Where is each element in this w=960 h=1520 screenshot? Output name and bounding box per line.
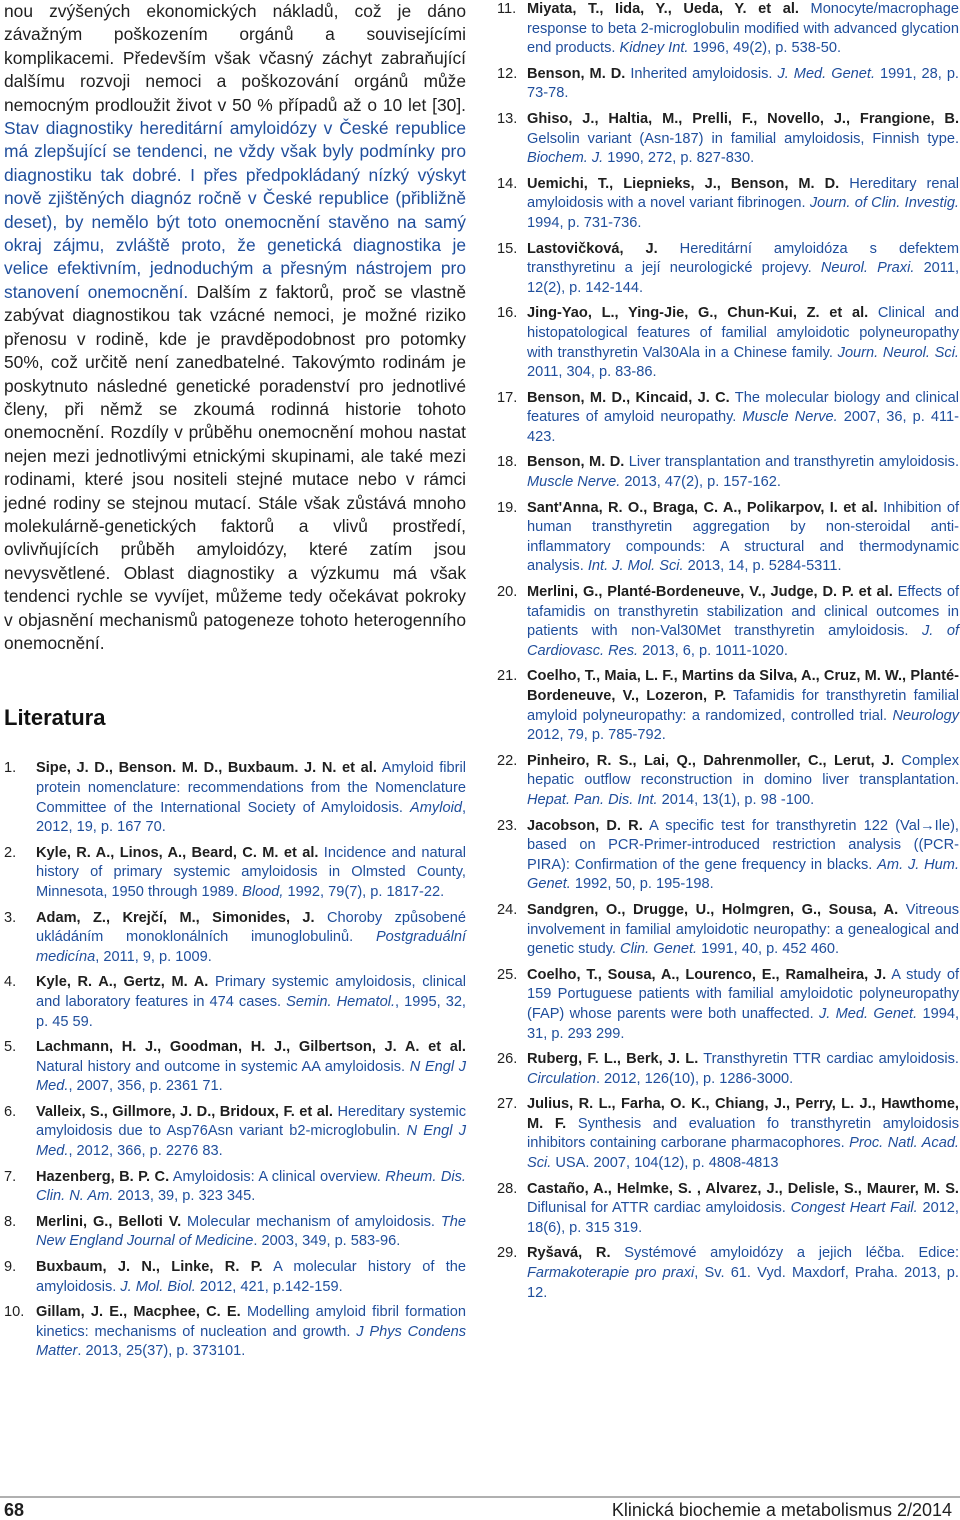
reference-journal: Hepat. Pan. Dis. Int.	[527, 791, 658, 808]
reference-title: Hereditary systemic amyloidosis due to Asp76Asn variant b2-microglobulin.	[36, 1103, 466, 1140]
journal-footer: Klinická biochemie a metabolismus 2/2014	[611, 1500, 952, 1520]
reference-authors: Jacobson, D. R.	[527, 817, 643, 834]
reference-item	[4, 1213, 466, 1252]
reference-details: 2011, 304, p. 83-86.	[527, 364, 657, 381]
body-text-segment: Dalším z faktorů, proč se vlastně zabývat diagnostikou tak vzácné nemoci, je možné riziko přenosu v rodině, kde je pravděpodobnost pro potomky 50%, což určitě není zanedbatelné.	[4, 281, 466, 373]
reference-details: 1996, 49(2), p. 538-50.	[688, 40, 841, 57]
reference-journal: N Engl J Med.	[36, 1058, 466, 1095]
body-text-segment: Rozdíly v průběhu onemocnění mohou nastat nejen mezi jednotlivými etnickými skupinami, ale také mezi rodinami, které jsou nositeli stejné mutace nebo v rámci jedné rodiny se stejnou mutací.	[4, 422, 466, 513]
reference-authors: Ryšavá, R.	[527, 1245, 611, 1262]
reference-number: 3.	[4, 909, 17, 926]
reference-number: 25.	[497, 966, 518, 983]
reference-authors: Uemichi, T., Liepnieks, J., Benson, M. D.	[527, 175, 840, 192]
reference-journal: J. Mol. Biol.	[120, 1278, 196, 1295]
reference-authors: Coelho, T., Sousa, A., Lourenco, E., Ramalheira, J.	[527, 966, 887, 983]
reference-details: 1994, 31, p. 293 299.	[527, 1005, 959, 1042]
body-text-segment: Oblast diagnostiky a výzkumu má však tendenci rychle se vyvíjet, můžeme tedy očekávat pokroky v objasnění mechanismů patogeneze tohoto heterogenního onemocnění.	[4, 562, 467, 653]
reference-authors: Buxbaum, J. N., Linke, R. P.	[36, 1259, 263, 1276]
body-text-segment: nou zvýšených ekonomických nákladů, což je dáno závažným poškozením orgánů a souvisejícími komplikacemi. Především však včasný záchyt zabraňující dalšímu rozvoji nemoci a poškozování orgánů může nemocným prodloužit život v 50 % případů až o 10 let [30].	[4, 1, 466, 115]
left-column	[4, 0, 466, 1368]
reference-title: Monocyte/macrophage response to beta 2-microglobulin modified with advanced glycation end products.	[527, 1, 959, 57]
reference-journal: Farmakoterapie pro praxi	[527, 1265, 695, 1282]
reference-details: , 2012, 19, p. 167 70.	[36, 799, 466, 836]
reference-title: Natural history and outcome in systemic AA amyloidosis.	[36, 1058, 410, 1075]
reference-authors: Ghiso, J., Haltia, M., Prelli, F., Novello, J., Frangione, B.	[527, 110, 959, 127]
reference-item	[497, 966, 959, 1044]
reference-title: Transthyretin TTR cardiac amyloidosis.	[698, 1051, 959, 1068]
reference-item	[4, 1303, 466, 1362]
reference-details: 1991, 28, p. 73-78.	[527, 65, 959, 102]
reference-journal: Proc. Natl. Acad. Sci.	[527, 1135, 959, 1172]
reference-journal: J. Med. Genet.	[818, 1005, 918, 1022]
reference-authors: Ruberg, F. L., Berk, J. L.	[527, 1051, 699, 1068]
reference-authors: Miyata, T., Iida, Y., Ueda, Y. et al.	[527, 1, 799, 17]
reference-details: 2013, 39, p. 323 345.	[113, 1188, 256, 1205]
reference-journal: J. Med. Genet.	[777, 65, 876, 82]
reference-title: Clinical and histopatological features of familial amyloidotic polyneuropathy with transthyretin Val30Ala in a Chinese family.	[527, 305, 959, 361]
reference-details: , 2012, 366, p. 2276 83.	[68, 1143, 223, 1160]
reference-title: Diflunisal for ATTR cardiac amyloidosis.	[527, 1200, 791, 1217]
footer-divider	[0, 1496, 960, 1498]
reference-journal: Int. J. Mol. Sci.	[587, 558, 684, 575]
reference-authors: Kyle, R. A., Linos, A., Beard, C. M. et al.	[36, 844, 319, 861]
reference-title: Tafamidis for transthyretin familial amyloid polyneuropathy: a randomized, controlled trial.	[527, 688, 959, 724]
reference-number: 6.	[4, 1103, 17, 1120]
reference-item	[497, 0, 959, 59]
reference-item	[497, 1095, 959, 1173]
body-text-segment: Stav diagnostiky hereditární amyloidózy v České republice má zlepšující se tendenci, ne vždy však byly podmínky pro diagnostiku tak dobré.	[4, 118, 466, 185]
reference-title: Incidence and natural history of primary systemic amyloidosis in Olmsted County, Minnesota, 1950 through 1989.	[36, 844, 466, 900]
reference-number: 4.	[4, 974, 17, 991]
reference-details: . 2003, 349, p. 583-96.	[253, 1233, 401, 1250]
reference-authors: Coelho, T., Maia, L. F., Martins da Silva, A., Cruz, M. W., Planté-Bordeneuve, V., Lozeron, P.	[527, 668, 959, 704]
reference-number: 27.	[497, 1096, 518, 1113]
reference-item	[497, 240, 959, 299]
right-column	[497, 0, 959, 1309]
reference-title: Modelling amyloid fibril formation kinetics: mechanisms of nucleation and growth.	[36, 1304, 467, 1340]
reference-title: Vitreous involvement in familial amyloidotic neuropathy: a genealogical and genetic study.	[527, 901, 960, 958]
reference-journal: Biochem. J.	[527, 150, 604, 167]
reference-journal: The New England Journal of Medicine	[36, 1213, 466, 1250]
reference-details: 2012, 79, p. 785-792.	[527, 727, 666, 744]
reference-number: 20.	[497, 584, 518, 601]
reference-authors: Merlini, G., Belloti V.	[36, 1213, 182, 1230]
reference-item	[4, 1038, 466, 1097]
reference-item	[497, 453, 959, 492]
reference-details: 2012, 18(6), p. 315 319.	[527, 1200, 959, 1236]
reference-details: 1992, 79(7), p. 1817-22.	[283, 883, 445, 900]
reference-journal: Journ. Neurol. Sci.	[837, 344, 959, 361]
reference-journal: Amyloid	[410, 799, 462, 816]
reference-item	[497, 499, 959, 577]
reference-details: . 2013, 25(37), p. 373101.	[77, 1343, 246, 1360]
reference-details: 2014, 13(1), p. 98 -100.	[657, 791, 815, 808]
reference-title: Complex hepatic outflow reconstruction in domino liver transplantation.	[527, 752, 959, 789]
reference-journal: Neurology	[892, 707, 959, 724]
reference-authors: Hazenberg, B. P. C.	[36, 1168, 170, 1185]
reference-journal: J. of Cardiovasc. Res.	[527, 623, 959, 659]
reference-number: 19.	[497, 499, 518, 516]
reference-title: Liver transplantation and transthyretin amyloidosis.	[624, 454, 960, 471]
reference-details: 2012, 421, p.142-159.	[195, 1278, 343, 1295]
reference-number: 22.	[497, 752, 518, 769]
reference-authors: Lachmann, H. J., Goodman, H. J., Gilbertson, J. A. et al.	[36, 1039, 466, 1056]
reference-number: 2.	[4, 844, 17, 861]
reference-title: Amyloid fibril protein nomenclature: recommendations from the Nomenclature Committee of the International Society of Amyloidosis.	[36, 760, 466, 816]
reference-title: A specific test for transthyretin 122 (Val→Ile), based on PCR-Primer-introduced restriction analysis ((PCR-PIRA): Confirmation of the gene frequency in blacks.	[527, 817, 959, 873]
reference-item	[497, 304, 959, 382]
reference-number: 24.	[497, 901, 518, 918]
reference-item	[497, 817, 959, 895]
reference-details: , 1995, 32, p. 45 59.	[36, 993, 466, 1030]
reference-authors: Adam, Z., Krejčí, M., Simonides, J.	[36, 909, 315, 926]
reference-details: 1994, p. 731-736.	[527, 214, 642, 231]
reference-journal: Blood,	[242, 883, 284, 900]
reference-item	[497, 583, 959, 661]
reference-item	[497, 110, 959, 169]
reference-number: 7.	[4, 1168, 17, 1185]
reference-number: 16.	[497, 305, 518, 322]
reference-authors: Merlini, G., Planté-Bordeneuve, V., Judge, D. P. et al.	[527, 584, 893, 601]
reference-title: Inherited amyloidosis.	[625, 65, 778, 82]
reference-details: 2013, 6, p. 1011-1020.	[638, 642, 788, 659]
reference-authors: Benson, M. D., Kincaid, J. C.	[527, 389, 730, 406]
reference-item	[497, 1050, 959, 1089]
reference-authors: Sandgren, O., Drugge, U., Holmgren, G., Sousa, A.	[527, 901, 899, 918]
reference-item	[4, 1168, 466, 1207]
reference-authors: Julius, R. L., Farha, O. K., Chiang, J., Perry, L. J., Hawthome, M. F.	[527, 1096, 959, 1132]
reference-authors: Benson, M. D.	[527, 454, 625, 471]
literature-heading: Literatura	[4, 705, 106, 731]
reference-journal: Muscle Nerve.	[527, 474, 621, 491]
reference-journal: Semin. Hematol.	[286, 993, 396, 1010]
reference-item	[497, 667, 959, 745]
reference-number: 28.	[497, 1180, 518, 1197]
reference-authors: Kyle, R. A., Gertz, M. A.	[36, 974, 209, 991]
reference-journal: Kidney Int.	[619, 40, 689, 57]
reference-details: 2013, 47(2), p. 157-162.	[620, 474, 781, 491]
reference-details: 1992, 50, p. 195-198.	[570, 876, 714, 893]
reference-authors: Sant'Anna, R. O., Braga, C. A., Polikarpov, I. et al.	[527, 499, 878, 516]
reference-item	[497, 389, 959, 448]
reference-title: Hereditary renal amyloidosis with a novel variant fibrinogen.	[527, 175, 959, 212]
reference-authors: Sipe, J. D., Benson. M. D., Buxbaum. J. N. et al.	[36, 760, 377, 777]
reference-title: Synthesis and evaluation fo transthyretin amyloidosis inhibitors containing carborane pharmacophores.	[527, 1115, 959, 1152]
reference-title: Effects of tafamidis on transthyretin stabilization and clinical outcomes in patients with non-Val30Met transthyretin amyloidosis.	[527, 584, 959, 640]
reference-details: 2011, 12(2), p. 142-144.	[527, 260, 960, 296]
reference-journal: Congest Heart Fail.	[790, 1200, 918, 1217]
reference-title: Inhibition of human transthyretin aggregation by non-steroidal anti-inflammatory compounds: A structural and thermodynamic analysis.	[527, 499, 959, 575]
reference-item	[497, 752, 959, 811]
reference-number: 5.	[4, 1039, 17, 1056]
reference-item	[497, 65, 959, 104]
reference-item	[4, 1103, 466, 1162]
reference-number: 13.	[497, 110, 518, 127]
reference-authors: Benson, M. D.	[527, 65, 626, 82]
reference-authors: Lastovičková, J.	[527, 240, 658, 257]
reference-number: 18.	[497, 454, 518, 471]
reference-title: Amyloidosis: A clinical overview.	[169, 1168, 386, 1185]
reference-title: The molecular biology and clinical features of amyloid neuropathy.	[527, 389, 960, 426]
reference-number: 23.	[497, 817, 518, 834]
reference-authors: Valleix, S., Gillmore, J. D., Bridoux, F. et al.	[36, 1103, 333, 1120]
reference-details: , 2007, 356, p. 2361 71.	[68, 1078, 223, 1095]
reference-title: Gelsolin variant (Asn-187) in familial amyloidosis, Finnish type.	[527, 130, 959, 147]
reference-number: 14.	[497, 175, 518, 192]
reference-item	[4, 973, 466, 1032]
reference-number: 9.	[4, 1259, 17, 1276]
body-text-segment: I přes předpokládaný nízký výskyt nově zjištěných diagnóz ročně v České republice (přibližně deset), by nemělo být toto onemocnění stavěno na samý okraj zájmu, zvláště proto, že genetická diagnostika je velice efektivním, jednoduchým a přesným nástrojem pro stanovení onemocnění.	[4, 164, 466, 302]
reference-details: , 2011, 9, p. 1009.	[95, 948, 212, 965]
reference-number: 1.	[4, 760, 17, 777]
reference-journal: N Engl J Med.	[36, 1123, 466, 1160]
reference-item	[497, 1180, 959, 1239]
reference-item	[497, 901, 959, 960]
body-text-segment: Stále však zůstává mnoho molekulárně-genetických faktorů a vlivů prostředí, ovlivňujících průběh amyloidózy, které zatím jsou nevysvětlené.	[4, 492, 466, 583]
page-number: 68	[4, 1500, 25, 1520]
reference-number: 17.	[497, 389, 518, 406]
reference-title: Choroby způsobené ukládáním monoklonálních imunoglobulinů.	[36, 909, 466, 946]
reference-details: 1990, 272, p. 827-830.	[603, 150, 755, 167]
reference-number: 21.	[497, 668, 518, 685]
reference-journal: Muscle Nerve.	[742, 409, 838, 426]
reference-details: 1991, 40, p. 452 460.	[697, 941, 840, 958]
reference-authors: Pinheiro, R. S., Lai, Q., Dahrenmoller, C., Lerut, J.	[527, 752, 895, 769]
reference-item	[4, 759, 466, 837]
reference-authors: Castaño, A., Helmke, S. , Alvarez, J., Delisle, S., Maurer, M. S.	[527, 1180, 959, 1197]
reference-number: 11.	[497, 1, 517, 17]
reference-details: . 2012, 126(10), p. 1286-3000.	[595, 1070, 794, 1087]
reference-item	[4, 844, 466, 903]
reference-details: USA. 2007, 104(12), p. 4808-4813	[551, 1155, 779, 1172]
reference-details: 2013, 14, p. 5284-5311.	[683, 558, 842, 575]
reference-title: Systémové amyloidózy a jejich léčba. Edice:	[610, 1245, 959, 1262]
body-text-segment: Takovýmto rodinám je poskytnuto následné genetické poradenství pro jednotlivé členy, při němž se zkoumá rodinná historie tohoto onemocnění.	[4, 352, 466, 443]
reference-number: 8.	[4, 1213, 17, 1230]
reference-authors: Jing-Yao, L., Ying-Jie, G., Chun-Kui, Z. et al.	[527, 305, 869, 322]
reference-item	[497, 1244, 959, 1303]
reference-authors: Gillam, J. E., Macphee, C. E.	[36, 1304, 241, 1321]
reference-list-left	[4, 759, 466, 1362]
reference-number: 26.	[497, 1051, 518, 1068]
reference-details: 2007, 36, p. 411-423.	[527, 409, 959, 445]
reference-details: , Sv. 61. Vyd. Maxdorf, Praha. 2013, p. 12.	[527, 1265, 959, 1301]
reference-journal: Circulation	[527, 1070, 596, 1087]
reference-item	[4, 1258, 466, 1297]
reference-journal: J Phys Condens Matter	[36, 1323, 466, 1360]
reference-title: Hereditární amyloidóza s defektem transthyretinu a její neurologické projevy.	[527, 240, 959, 277]
reference-journal: Postgraduální medicína	[36, 929, 466, 965]
reference-title: A molecular history of the amyloidosis.	[36, 1259, 466, 1295]
body-paragraph	[4, 0, 466, 655]
reference-number: 29.	[497, 1245, 518, 1262]
reference-journal: Journ. of Clin. Investig.	[809, 195, 959, 212]
reference-title: Primary systemic amyloidosis, clinical and laboratory features in 474 cases.	[36, 974, 466, 1010]
reference-number: 10.	[4, 1304, 25, 1321]
reference-title: A study of 159 Portuguese patients with familial amyloidotic polyneuropathy (FAP) whose parents were both unaffected.	[527, 966, 960, 1022]
reference-journal: Rheum. Dis. Clin. N. Am.	[36, 1168, 466, 1205]
reference-item	[4, 909, 466, 968]
reference-item	[497, 175, 959, 234]
reference-list-right	[497, 0, 959, 1303]
reference-number: 15.	[497, 240, 518, 257]
reference-journal: Am. J. Hum. Genet.	[527, 856, 960, 893]
reference-title: Molecular mechanism of amyloidosis.	[181, 1213, 441, 1230]
reference-journal: Clin. Genet.	[620, 941, 698, 958]
reference-number: 12.	[497, 65, 518, 82]
reference-journal: Neurol. Praxi.	[820, 260, 915, 277]
